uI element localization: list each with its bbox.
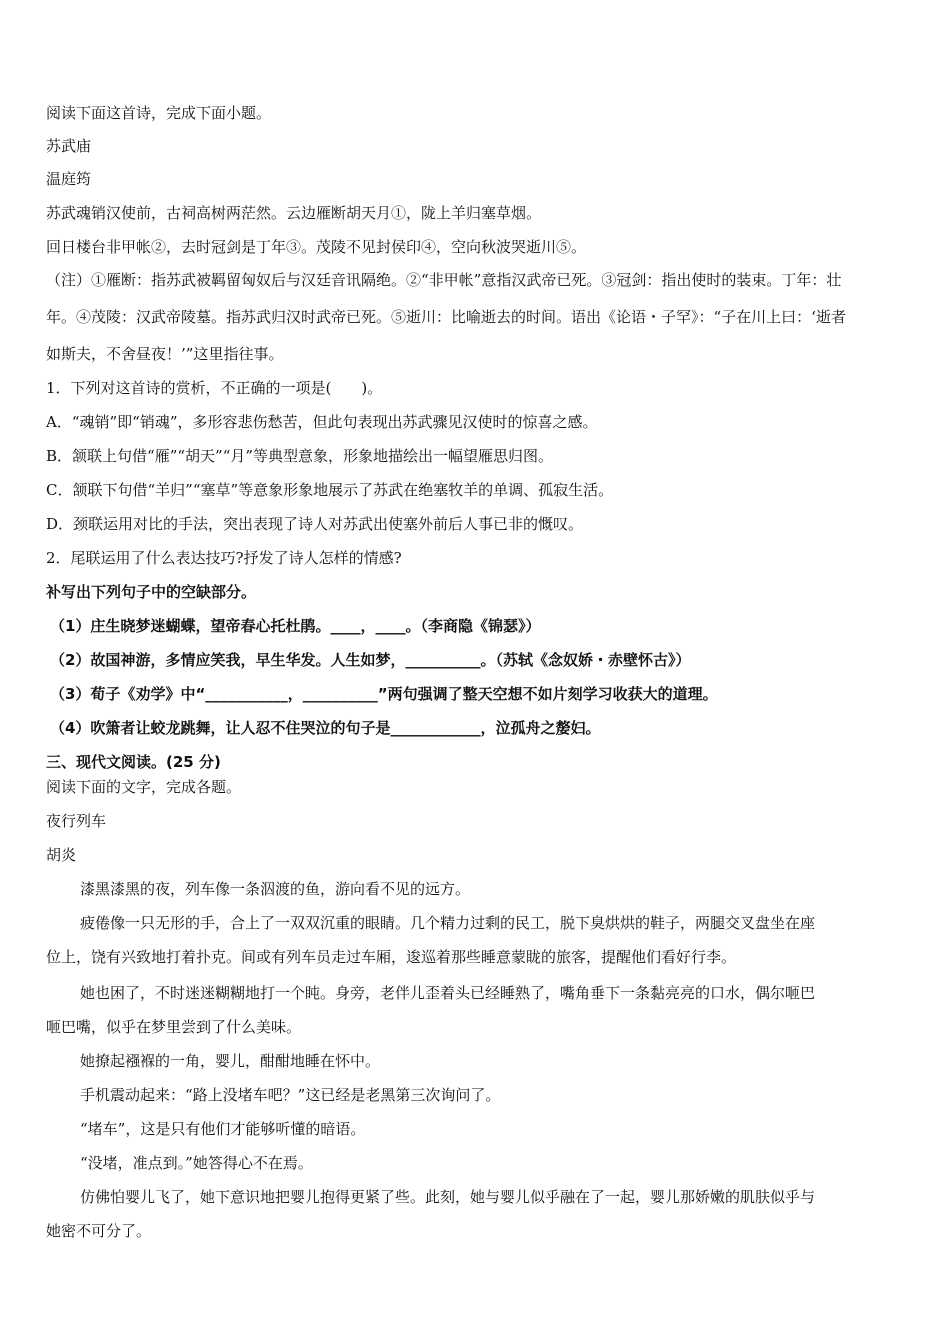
question-1: 1．下列对这首诗的赏析，不正确的一项是( )。: [46, 379, 383, 397]
option-d: D．颈联运用对比的手法，突出表现了诗人对苏武出使塞外前后人事已非的慨叹。: [46, 515, 584, 533]
story-author: 胡炎: [46, 846, 77, 864]
story-paragraph-2-line-1: 疲倦像一只无形的手，合上了一双双沉重的眼睛。几个精力过剩的民工，脱下臭烘烘的鞋子，两腿交叉盘坐在座: [80, 914, 816, 932]
story-paragraph-3-line-1: 她也困了，不时迷迷糊糊地打一个盹。身旁，老伴儿歪着头已经睡熟了，嘴角垂下一条黏亮亮的口水，偶尔咂巴: [80, 984, 816, 1002]
story-paragraph-4: 她撩起襁褓的一角，婴儿，酣酣地睡在怀中。: [80, 1052, 381, 1070]
note-line-2: 年。④茂陵：汉武帝陵墓。指苏武归汉时武帝已死。⑤逝川：比喻逝去的时间。语出《论语・子罕》：“子在川上曰：‘逝者: [46, 308, 846, 326]
story-paragraph-7: “没堵，准点到。”她答得心不在焉。: [80, 1154, 313, 1172]
poem-author: 温庭筠: [46, 170, 92, 188]
section-three-heading: 三、现代文阅读。(25 分): [46, 753, 221, 771]
story-paragraph-8-line-1: 仿佛怕婴儿飞了，她下意识地把婴儿抱得更紧了些。此刻，她与婴儿似乎融在了一起，婴儿那娇嫩的肌肤似乎与: [80, 1188, 816, 1206]
fill-blank-heading: 补写出下列句子中的空缺部分。: [46, 583, 257, 601]
story-title: 夜行列车: [46, 812, 107, 830]
option-a: A．“魂销”即“销魂”，多形容悲伤愁苦，但此句表现出苏武骤见汉使时的惊喜之感。: [46, 413, 598, 431]
poem-title: 苏武庙: [46, 137, 92, 155]
fill-blank-1: （1）庄生晓梦迷蝴蝶，望帝春心托杜鹃。____，____。（李商隐《锦瑟》）: [50, 617, 541, 635]
option-c: C．颔联下句借“羊归”“塞草”等意象形象地展示了苏武在绝塞牧羊的单调、孤寂生活。: [46, 481, 614, 499]
fill-blank-4: （4）吹箫者让蛟龙跳舞，让人忍不住哭泣的句子是____________，泣孤舟之嫠妇。: [50, 719, 601, 737]
reading-instruction: 阅读下面的文字，完成各题。: [46, 778, 242, 796]
story-paragraph-8-line-2: 她密不可分了。: [46, 1222, 152, 1240]
note-line-1: （注）①雁断：指苏武被羁留匈奴后与汉廷音讯隔绝。②“非甲帐”意指汉武帝已死。③冠剑：指出使时的装束。丁年：壮: [46, 271, 842, 289]
question-2: 2．尾联运用了什么表达技巧?抒发了诗人怎样的情感?: [46, 549, 402, 567]
story-paragraph-6: “堵车”，这是只有他们才能够听懂的暗语。: [80, 1120, 366, 1138]
story-paragraph-2-line-2: 位上，饶有兴致地打着扑克。间或有列车员走过车厢，逡巡着那些睡意蒙眬的旅客，提醒他们看好行李。: [46, 948, 737, 966]
note-line-3: 如斯夫，不舍昼夜！’”这里指往事。: [46, 345, 284, 363]
fill-blank-3: （3）荀子《劝学》中“___________，__________”两句强调了整天空想不如片刻学习收获大的道理。: [50, 685, 718, 703]
story-paragraph-1: 漆黑漆黑的夜，列车像一条泅渡的鱼，游向看不见的远方。: [80, 880, 471, 898]
story-paragraph-5: 手机震动起来：“路上没堵车吧？”这已经是老黑第三次询问了。: [80, 1086, 501, 1104]
story-paragraph-3-line-2: 咂巴嘴，似乎在梦里尝到了什么美味。: [46, 1018, 302, 1036]
option-b: B．颔联上句借“雁”“胡天”“月”等典型意象，形象地描绘出一幅望雁思归图。: [46, 447, 554, 465]
instruction-line: 阅读下面这首诗，完成下面小题。: [46, 104, 272, 122]
fill-blank-2: （2）故国神游，多情应笑我，早生华发。人生如梦，__________。（苏轼《念奴娇・赤壁怀古》）: [50, 651, 691, 669]
poem-line-2: 回日楼台非甲帐②，去时冠剑是丁年③。茂陵不见封侯印④，空向秋波哭逝川⑤。: [46, 238, 587, 256]
poem-line-1: 苏武魂销汉使前，古祠高树两茫然。云边雁断胡天月①，陇上羊归塞草烟。: [46, 204, 542, 222]
